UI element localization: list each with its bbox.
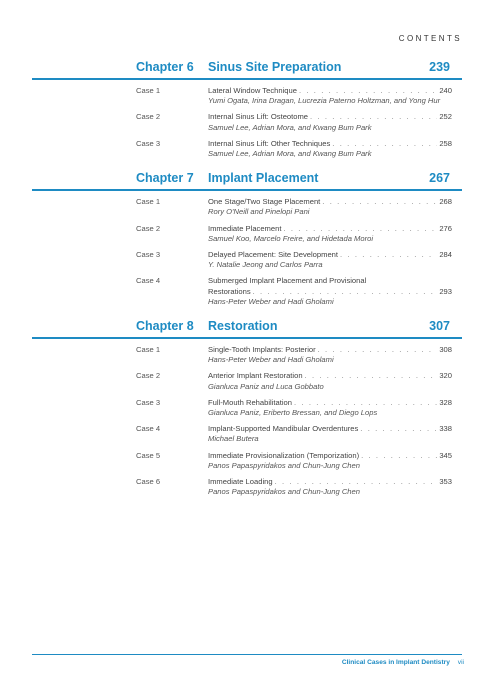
case-title-line: [208, 371, 452, 381]
case-label: Case 1: [136, 345, 161, 355]
case-page-number: 320: [439, 371, 452, 381]
case-page-number: 353: [439, 477, 452, 487]
case-entry: [0, 276, 500, 307]
case-title: Implant-Supported Mandibular Overdentures: [208, 424, 359, 434]
case-title-line: [208, 477, 452, 487]
case-title: Immediate Loading: [208, 477, 273, 487]
case-title: Single-Tooth Implants: Posterior: [208, 345, 316, 355]
case-label: Case 1: [136, 86, 161, 95]
case-label: Case 2: [136, 112, 161, 122]
case-entry: [0, 224, 500, 244]
case-body: [208, 371, 452, 391]
case-entry: [0, 371, 500, 391]
case-page-number: 252: [439, 112, 452, 122]
dot-leader: [318, 345, 438, 355]
case-page-number: 268: [439, 197, 452, 207]
case-authors: Panos Papaspyridakos and Chun-Jung Chen: [208, 460, 360, 470]
footer-rule: [32, 654, 462, 655]
case-page-number: 308: [439, 345, 452, 355]
page-footer: [342, 659, 464, 666]
case-entry: [0, 139, 500, 159]
chapter-page-number: 267: [429, 171, 450, 186]
case-body: [208, 139, 452, 159]
case-body: [208, 398, 452, 418]
case-label: Case 3: [136, 138, 161, 148]
case-authors: Michael Butera: [208, 434, 259, 444]
case-title: Internal Sinus Lift: Osteotome: [208, 112, 309, 122]
case-title-line: [208, 398, 452, 408]
case-title: Anterior Implant Restoration: [208, 371, 303, 381]
case-title: Internal Sinus Lift: Other Techniques: [208, 138, 331, 148]
dot-leader: [294, 398, 437, 408]
case-title-line: [208, 250, 452, 260]
dot-leader: [305, 371, 438, 381]
case-title: One Stage/Two Stage Placement: [208, 197, 321, 207]
dot-leader: [299, 86, 437, 96]
case-label: Case 4: [136, 424, 161, 434]
case-page-number: 293: [439, 286, 452, 296]
case-page-number: 258: [439, 138, 452, 148]
case-label: Case 5: [136, 450, 161, 460]
case-page-number: 284: [439, 250, 452, 260]
dot-leader: [361, 451, 437, 461]
case-title-line: [208, 224, 452, 234]
case-title: Lateral Window Technique: [208, 86, 297, 95]
case-authors: Samuel Lee, Adrian Mora, and Kwang Bum Park: [208, 149, 372, 159]
case-entry: [0, 398, 500, 418]
case-list: [0, 191, 500, 307]
case-body: [208, 224, 452, 244]
case-entry: [0, 424, 500, 444]
case-authors: Rory O'Neill and Pinelopi Pani: [208, 207, 310, 217]
case-page-number: 328: [439, 397, 452, 407]
case-title: Delayed Placement: Site Development: [208, 250, 339, 260]
dot-leader: [275, 477, 438, 487]
case-body: [208, 112, 452, 132]
footer-book-title: Clinical Cases in Implant Dentistry: [341, 659, 450, 666]
case-authors: Hans-Peter Weber and Hadi Gholami: [208, 296, 334, 306]
case-entry: [0, 250, 500, 270]
case-title: Restorations: [208, 286, 251, 296]
case-title-line: [208, 139, 452, 149]
chapter-section: [0, 317, 500, 497]
chapter-section: [0, 58, 500, 159]
case-authors: Samuel Lee, Adrian Mora, and Kwang Bum Park: [208, 122, 372, 132]
case-entry: [0, 86, 500, 106]
chapter-title: Restoration: [208, 319, 278, 334]
case-authors: Panos Papaspyridakos and Chun-Jung Chen: [208, 487, 360, 497]
dot-leader: [340, 250, 437, 260]
chapter-page-number: 239: [429, 60, 450, 74]
case-title: Immediate Provisionalization (Temporization): [208, 450, 360, 460]
dot-leader: [253, 287, 438, 297]
case-label: Case 2: [136, 371, 161, 381]
case-title-line: [208, 451, 452, 461]
case-page-number: 345: [439, 450, 452, 460]
case-label: Case 2: [136, 223, 161, 233]
case-entry: [0, 477, 500, 497]
case-title-line: [208, 424, 452, 434]
case-entry: [0, 197, 500, 217]
case-body: [208, 197, 452, 217]
chapter-section: [0, 169, 500, 307]
case-body: [208, 424, 452, 444]
chapter-heading: [32, 169, 462, 189]
chapter-number: Chapter 6: [136, 60, 194, 74]
footer-folio: vii: [457, 659, 464, 666]
chapter-page-number: 307: [429, 319, 450, 334]
case-title-line: [208, 86, 452, 96]
chapter-number: Chapter 7: [136, 171, 194, 186]
case-page-number: 276: [439, 223, 452, 233]
case-title: Full-Mouth Rehabilitation: [208, 397, 292, 407]
case-body: [208, 451, 452, 471]
dot-leader: [283, 224, 437, 234]
case-label: Case 4: [136, 276, 161, 286]
case-list: [0, 80, 500, 159]
case-label: Case 6: [136, 477, 161, 487]
case-entry: [0, 112, 500, 132]
case-authors: Y. Natalie Jeong and Carlos Parra: [208, 260, 323, 270]
dot-leader: [332, 139, 437, 149]
dot-leader: [360, 424, 437, 434]
case-body: [208, 250, 452, 270]
case-label: Case 1: [136, 197, 161, 207]
dot-leader: [310, 112, 437, 122]
case-entry: [0, 451, 500, 471]
case-body: [208, 276, 452, 307]
case-body: [208, 477, 452, 497]
chapter-heading: [32, 317, 462, 337]
case-authors: Yumi Ogata, Irina Dragan, Lucrezia Paterno Holtzman, and Yong Hur: [208, 96, 441, 106]
case-title: Immediate Placement: [208, 223, 282, 233]
running-head: CONTENTS: [398, 34, 462, 43]
case-page-number: 338: [439, 424, 452, 434]
case-authors: Hans-Peter Weber and Hadi Gholami: [208, 355, 334, 365]
case-body: [208, 345, 452, 365]
chapter-number: Chapter 8: [136, 319, 194, 334]
case-title-first-line: Submerged Implant Placement and Provisional: [208, 276, 367, 286]
dot-leader: [322, 197, 437, 207]
case-body: [208, 86, 452, 106]
chapter-heading: [32, 58, 462, 78]
case-title-line: [208, 197, 452, 207]
case-title-line: [208, 112, 452, 122]
case-authors: Gianluca Paniz, Eriberto Bressan, and Diego Lops: [208, 408, 378, 418]
chapter-title: Implant Placement: [208, 171, 319, 186]
contents-list: [0, 58, 500, 503]
case-title-line: [208, 287, 452, 297]
case-label: Case 3: [136, 397, 161, 407]
case-authors: Gianluca Paniz and Luca Gobbato: [208, 381, 324, 391]
case-entry: [0, 345, 500, 365]
case-page-number: 240: [439, 86, 452, 95]
case-title-line: [208, 345, 452, 355]
case-label: Case 3: [136, 250, 161, 260]
chapter-title: Sinus Site Preparation: [208, 60, 342, 74]
case-list: [0, 339, 500, 497]
case-authors: Samuel Koo, Marcelo Freire, and Hidetada Moroi: [208, 233, 374, 243]
